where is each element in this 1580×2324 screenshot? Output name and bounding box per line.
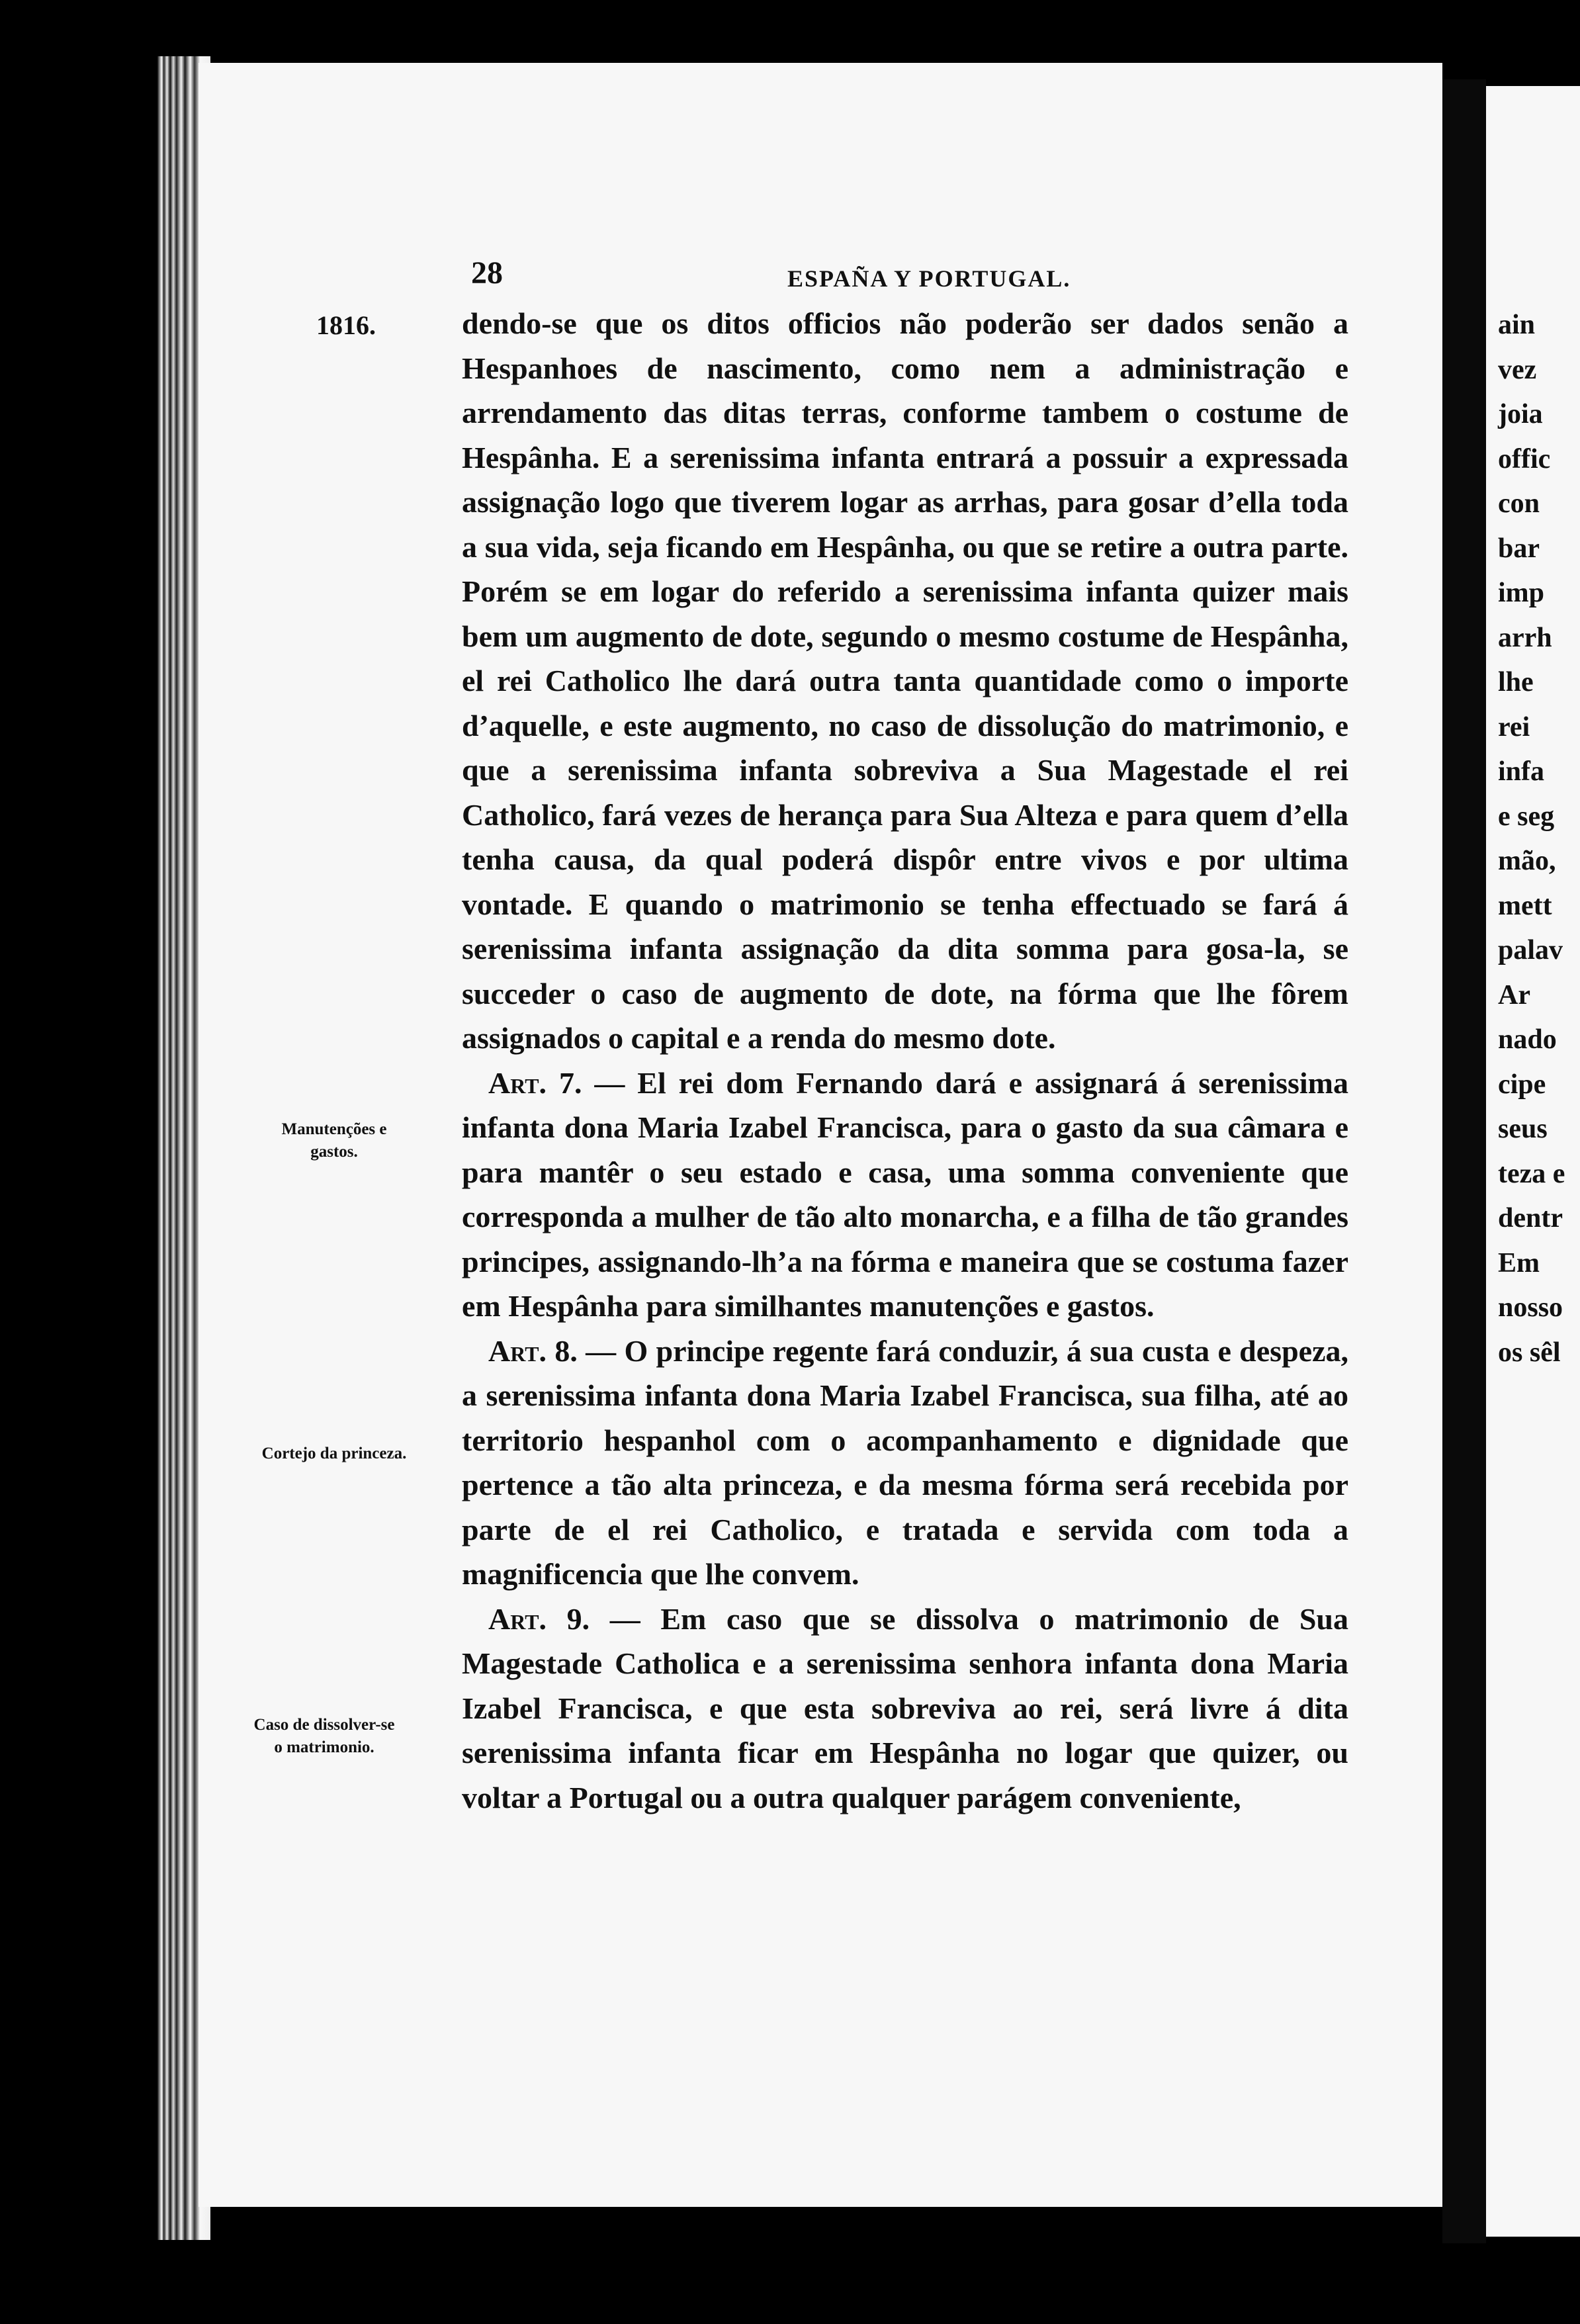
next-page-line: imp [1498, 578, 1545, 608]
next-page-line: offic [1498, 443, 1551, 474]
next-page-line: nado [1498, 1024, 1557, 1055]
next-page-line: infa [1498, 756, 1545, 787]
article-8-text: — O principe regente fará conduzir, á sua custa e despeza, a serenissima infanta dona Maria Izabel Francisca, sua filha, até ao territorio hespanhol com o acompanhamento e dignidade que pertence a tão alta princeza, e da mesma fórma será recebida por parte de el rei Catholico, e tratada e servida com toda a magnificencia que lhe convem. [462, 1333, 1349, 1591]
next-page-line: joia [1498, 399, 1543, 429]
right-page-edge [1486, 86, 1580, 2237]
paragraph-art-6-continued: dendo-se que os ditos officios não poderão ser dados senão a Hespanhoes de nascimento, como nem a administração e arrendamento das ditas terras, conforme tambem o costume de Hespânha. E a serenissima infanta entrará a possuir a expressada assignação logo que tiverem logar as arrhas, para gosar d’ella toda a sua vida, seja ficando em Hespânha, ou que se retire a outra parte. Porém se em logar do referido a serenissima infanta quizer mais bem um augmento de dote, segundo o mesmo costume de Hespânha, el rei Catholico lhe dará outra tanta quantidade como o importe d’aquelle, e este augmento, no caso de dissolução do matrimonio, e que a serenissima infanta sobreviva a Sua Magestade el rei Catholico, fará vezes de herança para Sua Alteza e para quem d’ella tenha causa, da qual poderá dispôr entre vivos e por ultima vontade. E quando o matrimonio se tenha effectuado se fará á serenissima infanta assignação da dita somma para gosa-la, se succeder o caso de augmento de dote, na fórma que lhe fôrem assignados o capital e a renda do mesmo dote. [462, 306, 1348, 1055]
article-label-9: Art. 9. [488, 1601, 590, 1636]
margin-note-dissolucao: Caso de dissolver-se o matrimonio. [253, 1716, 395, 1756]
paragraph-art-8 [462, 1329, 1348, 1597]
next-page-line: Em [1498, 1247, 1540, 1278]
article-label-7: Art. 7. [488, 1065, 582, 1100]
next-page-line: ain [1498, 310, 1536, 340]
next-page-line: mett [1498, 890, 1552, 921]
page-number: 28 [471, 255, 503, 290]
article-7-text: — El rei dom Fernando dará e assignará á serenissima infanta dona Maria Izabel Francisca, para o gasto da sua câmara e para mantêr o seu estado e casa, uma somma conveniente que corresponda a mulher de tão alto monarcha, e a filha de tão grandes principes, assignando-lh’a na fórma e maneira que se costuma fazer em Hespânha para similhantes manutenções e gastos. [462, 1065, 1348, 1323]
margin-note-manutencoes: Manutenções e gastos. [281, 1120, 387, 1161]
next-page-line: cipe [1498, 1069, 1546, 1100]
article-9-text: — Em caso que se dissolva o matrimonio de Sua Magestade Catholica e a serenissima senhora infanta dona Maria Izabel Francisca, e que esta sobreviva ao rei, será livre á dita serenissima infanta ficar em Hespânha no logar que quizer, ou voltar a Portugal ou a outra qualquer parágem conveniente, [462, 1601, 1348, 1814]
next-page-line: mão, [1498, 846, 1556, 876]
next-page-line: e seg [1498, 801, 1555, 832]
next-page-line: os sêl [1498, 1337, 1561, 1368]
paragraph-art-7 [462, 1061, 1348, 1329]
next-page-line: lhe [1498, 667, 1534, 697]
next-page-line: con [1498, 488, 1540, 519]
next-page-line: seus [1498, 1114, 1548, 1144]
main-text [462, 301, 1348, 1820]
next-page-line: palav [1498, 935, 1563, 965]
next-page-line: vez [1498, 354, 1537, 385]
next-page-line: teza e [1498, 1158, 1565, 1189]
next-page-line: arrh [1498, 622, 1552, 653]
next-page-line: bar [1498, 533, 1540, 564]
running-title: ESPAÑA Y PORTUGAL. [787, 265, 1071, 292]
page-gutter [1442, 79, 1486, 2243]
next-page-line: dentr [1498, 1203, 1563, 1233]
next-page-line: nosso [1498, 1292, 1563, 1323]
next-page-line: rei [1498, 711, 1530, 742]
margin-year: 1816. [316, 310, 376, 340]
paragraph-art-9 [462, 1597, 1348, 1820]
margin-note-cortejo: Cortejo da princeza. [261, 1445, 407, 1462]
article-label-8: Art. 8. [488, 1333, 578, 1368]
next-page-line: Ar [1498, 979, 1530, 1010]
